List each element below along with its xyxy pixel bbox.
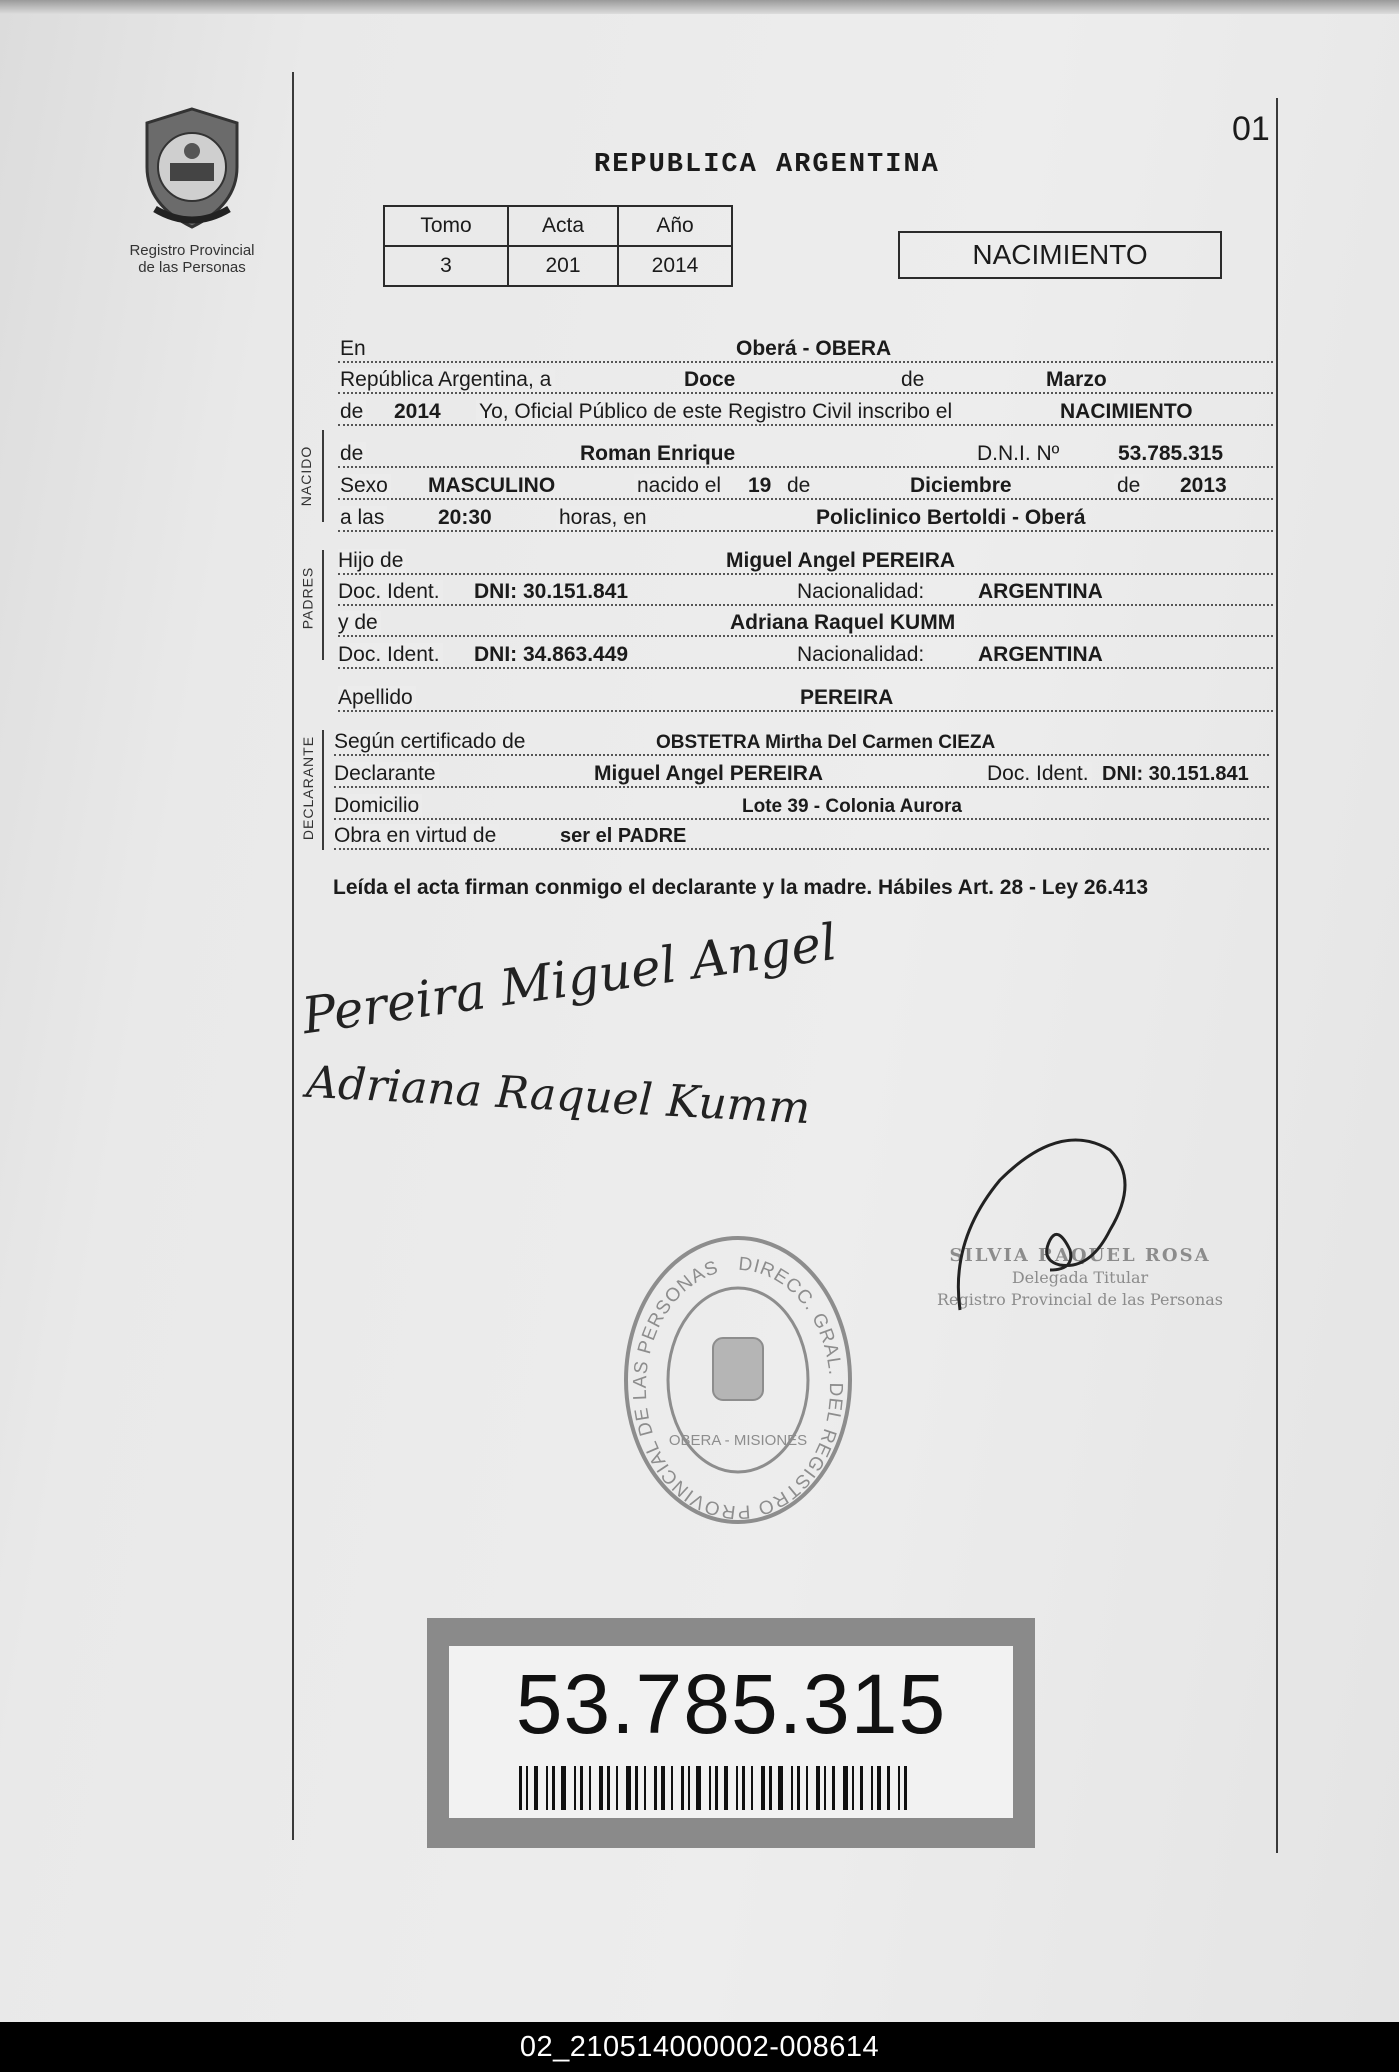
anio-value: 2014 <box>618 246 732 286</box>
label-en: En <box>340 337 366 360</box>
value-hora: 20:30 <box>438 506 492 529</box>
record-type-box: NACIMIENTO <box>898 231 1222 279</box>
value-nombre: Roman Enrique <box>580 442 736 465</box>
scan-footer: 02_210514000002-008614 <box>0 2022 1399 2072</box>
value-en-virtud: ser el PADRE <box>560 825 687 847</box>
row-madre-doc <box>338 641 1273 671</box>
row-hora <box>338 504 1273 534</box>
mother-signature: Adriana Raquel Kumm <box>305 1056 812 1135</box>
barcode-number: 53.785.315 <box>515 1657 947 1751</box>
label-hijo-de: Hijo de <box>338 549 406 573</box>
label-de-year: de <box>340 400 366 424</box>
row-apellido <box>338 684 1273 714</box>
row-inscripcion <box>338 398 1273 428</box>
side-label-padres: PADRES <box>299 566 316 630</box>
tomo-header: Tomo <box>384 206 508 246</box>
value-madre-nac: ARGENTINA <box>978 643 1103 666</box>
value-declarante-doc: DNI: 30.151.841 <box>1102 763 1249 785</box>
label-de-mes: de <box>784 474 813 498</box>
label-de: de <box>898 368 927 392</box>
father-signature: Pereira Miguel Angel <box>298 912 841 1046</box>
logo-caption-1: Registro Provincial <box>129 242 255 259</box>
seal-city: OBERA - MISIONES <box>668 1432 808 1449</box>
side-label-nacido: NACIDO <box>298 445 315 507</box>
value-dni: 53.785.315 <box>1118 442 1224 465</box>
row-sexo <box>338 472 1273 502</box>
label-nacido: nacido el <box>634 474 724 498</box>
row-madre <box>338 609 1273 639</box>
value-lugar: Oberá - OBERA <box>736 337 892 360</box>
official-seal <box>618 1230 858 1530</box>
label-horas: horas, en <box>556 506 650 530</box>
value-mes-nac: Diciembre <box>910 474 1012 497</box>
side-label-declarante: DECLARANTE <box>300 735 317 841</box>
acta-header: Acta <box>508 206 618 246</box>
label-apellido: Apellido <box>338 686 416 710</box>
label-de-name: de <box>340 442 366 466</box>
label-dni: D.N.I. Nº <box>974 442 1062 466</box>
official-name: SILVIA RAQUEL ROSA <box>949 1245 1211 1266</box>
value-apellido: PEREIRA <box>800 686 894 709</box>
row-fecha-inscripcion <box>338 366 1273 396</box>
row-padre-doc <box>338 578 1273 608</box>
label-sexo: Sexo <box>340 474 391 498</box>
official-office: Registro Provincial de las Personas <box>936 1290 1224 1309</box>
official-signature-scribble <box>940 1120 1160 1320</box>
acta-value: 201 <box>508 246 618 286</box>
value-padre-nac: ARGENTINA <box>978 580 1103 603</box>
nacido-divider <box>322 430 324 522</box>
value-sexo: MASCULINO <box>428 474 556 497</box>
label-nacionalidad: Nacionalidad: <box>794 580 927 604</box>
seal-ring-text: DIRECC. GRAL. DEL REGISTRO PROVINCIAL DE LAS PERSONAS <box>629 1253 847 1523</box>
logo-caption-2: de las Personas <box>138 259 246 276</box>
row-lugar <box>338 335 1273 365</box>
value-domicilio: Lote 39 - Colonia Aurora <box>742 796 962 817</box>
label-nacionalidad-2: Nacionalidad: <box>794 643 927 667</box>
barcode-label <box>427 1618 1035 1848</box>
value-dia-nac: 19 <box>748 474 772 497</box>
province-shield-icon <box>137 105 247 233</box>
page-top-shadow <box>0 0 1399 14</box>
page-number: 01 <box>1232 110 1270 148</box>
row-certificado <box>334 728 1269 758</box>
official-role: Delegada Titular <box>1011 1268 1149 1287</box>
row-padre <box>338 547 1273 577</box>
tomo-value: 3 <box>384 246 508 286</box>
value-tipo: NACIMIENTO <box>1060 400 1193 423</box>
label-obra: Obra en virtud de <box>334 824 499 848</box>
label-y-de: y de <box>338 611 381 635</box>
value-mes-inscripcion: Marzo <box>1046 368 1107 391</box>
document-title: REPUBLICA ARGENTINA <box>594 150 940 180</box>
value-anio-nac: 2013 <box>1180 474 1227 497</box>
row-en-virtud <box>334 822 1269 852</box>
value-padre-doc: DNI: 30.151.841 <box>474 580 629 603</box>
barcode-bars <box>519 1766 943 1810</box>
closing-statement: Leída el acta firman conmigo el declarante y la madre. Hábiles Art. 28 - Ley 26.413 <box>333 876 1149 899</box>
value-madre: Adriana Raquel KUMM <box>730 611 956 634</box>
value-lugar-nac: Policlinico Bertoldi - Oberá <box>816 506 1086 529</box>
value-madre-doc: DNI: 34.863.449 <box>474 643 629 666</box>
row-domicilio <box>334 792 1269 822</box>
label-segun: Según certificado de <box>334 730 528 754</box>
right-margin-line <box>1276 98 1278 1853</box>
value-anio-inscripcion: 2014 <box>394 400 441 423</box>
label-declarante: Declarante <box>334 762 439 786</box>
registry-logo <box>122 105 262 276</box>
left-margin-line <box>292 72 294 1840</box>
label-de-anio: de <box>1114 474 1143 498</box>
barcode-inner <box>449 1646 1013 1818</box>
label-a-las: a las <box>340 506 387 530</box>
value-declarante: Miguel Angel PEREIRA <box>594 762 824 785</box>
label-yo: Yo, Oficial Público de este Registro Civil inscribo el <box>476 400 955 424</box>
value-certificado: OBSTETRA Mirtha Del Carmen CIEZA <box>656 732 996 753</box>
label-domicilio: Domicilio <box>334 794 422 818</box>
padres-divider <box>322 550 324 660</box>
declarante-divider <box>322 730 324 850</box>
row-declarante <box>334 760 1269 790</box>
value-dia-inscripcion: Doce <box>684 368 736 391</box>
label-republica: República Argentina, a <box>340 368 555 392</box>
anio-header: Año <box>618 206 732 246</box>
tomo-acta-anio-table <box>383 205 733 287</box>
label-doc-ident: Doc. Ident. <box>338 580 443 604</box>
value-padre: Miguel Angel PEREIRA <box>726 549 956 572</box>
row-nombre <box>338 440 1273 470</box>
label-doc-ident-3: Doc. Ident. <box>984 762 1092 786</box>
label-doc-ident-2: Doc. Ident. <box>338 643 443 667</box>
